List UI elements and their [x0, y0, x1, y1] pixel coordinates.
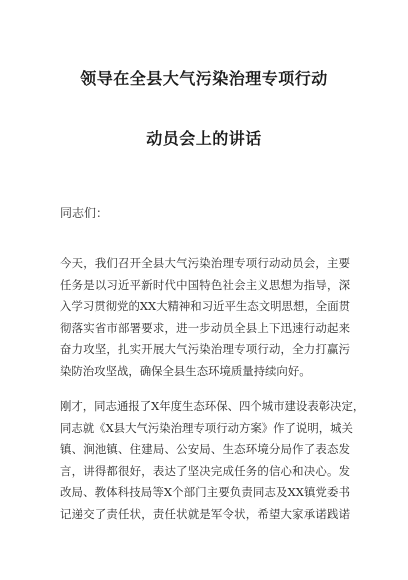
paragraph-2	[60, 396, 365, 525]
paragraph-line: 刚才，同志通报了X年度生态环保、四个城市建设表彰决定，	[60, 399, 365, 413]
document-title-line-1: 领导在全县大气污染治理专项行动	[80, 69, 328, 88]
salutation: 同志们：	[60, 206, 109, 220]
document-title-line-2: 动员会上的讲话	[146, 129, 262, 148]
paragraph-line: 染防治攻坚战，确保全县生态环境质量持续向好。	[60, 363, 311, 378]
paragraph-line: 同志就《X县大气污染治理专项行动方案》作了说明，城关	[60, 420, 353, 435]
paragraph-line: 入学习贯彻党的XX大精神和习近平生态文明思想，全面贯	[60, 299, 350, 313]
paragraph-line: 今天，我们召开全县大气污染治理专项行动动员会，主要	[60, 256, 350, 270]
paragraph-line: 彻落实省市部署要求，进一步动员全县上下迅速行动起来	[60, 320, 350, 335]
paragraph-line: 镇、涧池镇、住建局、公安局、生态环境分局作了表态发	[60, 442, 350, 456]
paragraph-1	[60, 253, 350, 382]
paragraph-line: 记递交了责任状，责任状就是军令状，希望大家承诺践诺	[60, 506, 350, 521]
paragraph-line: 奋力攻坚，扎实开展大气污染治理专项行动，全力打赢污	[60, 342, 350, 356]
paragraph-line: 言，讲得都很好，表达了坚决完成任务的信心和决心。发	[60, 463, 350, 478]
paragraph-line: 改局、教体科技局等X个部门主要负责同志及XX镇党委书	[60, 485, 350, 499]
paragraph-line: 任务是以习近平新时代中国特色社会主义思想为指导，深	[60, 277, 350, 292]
